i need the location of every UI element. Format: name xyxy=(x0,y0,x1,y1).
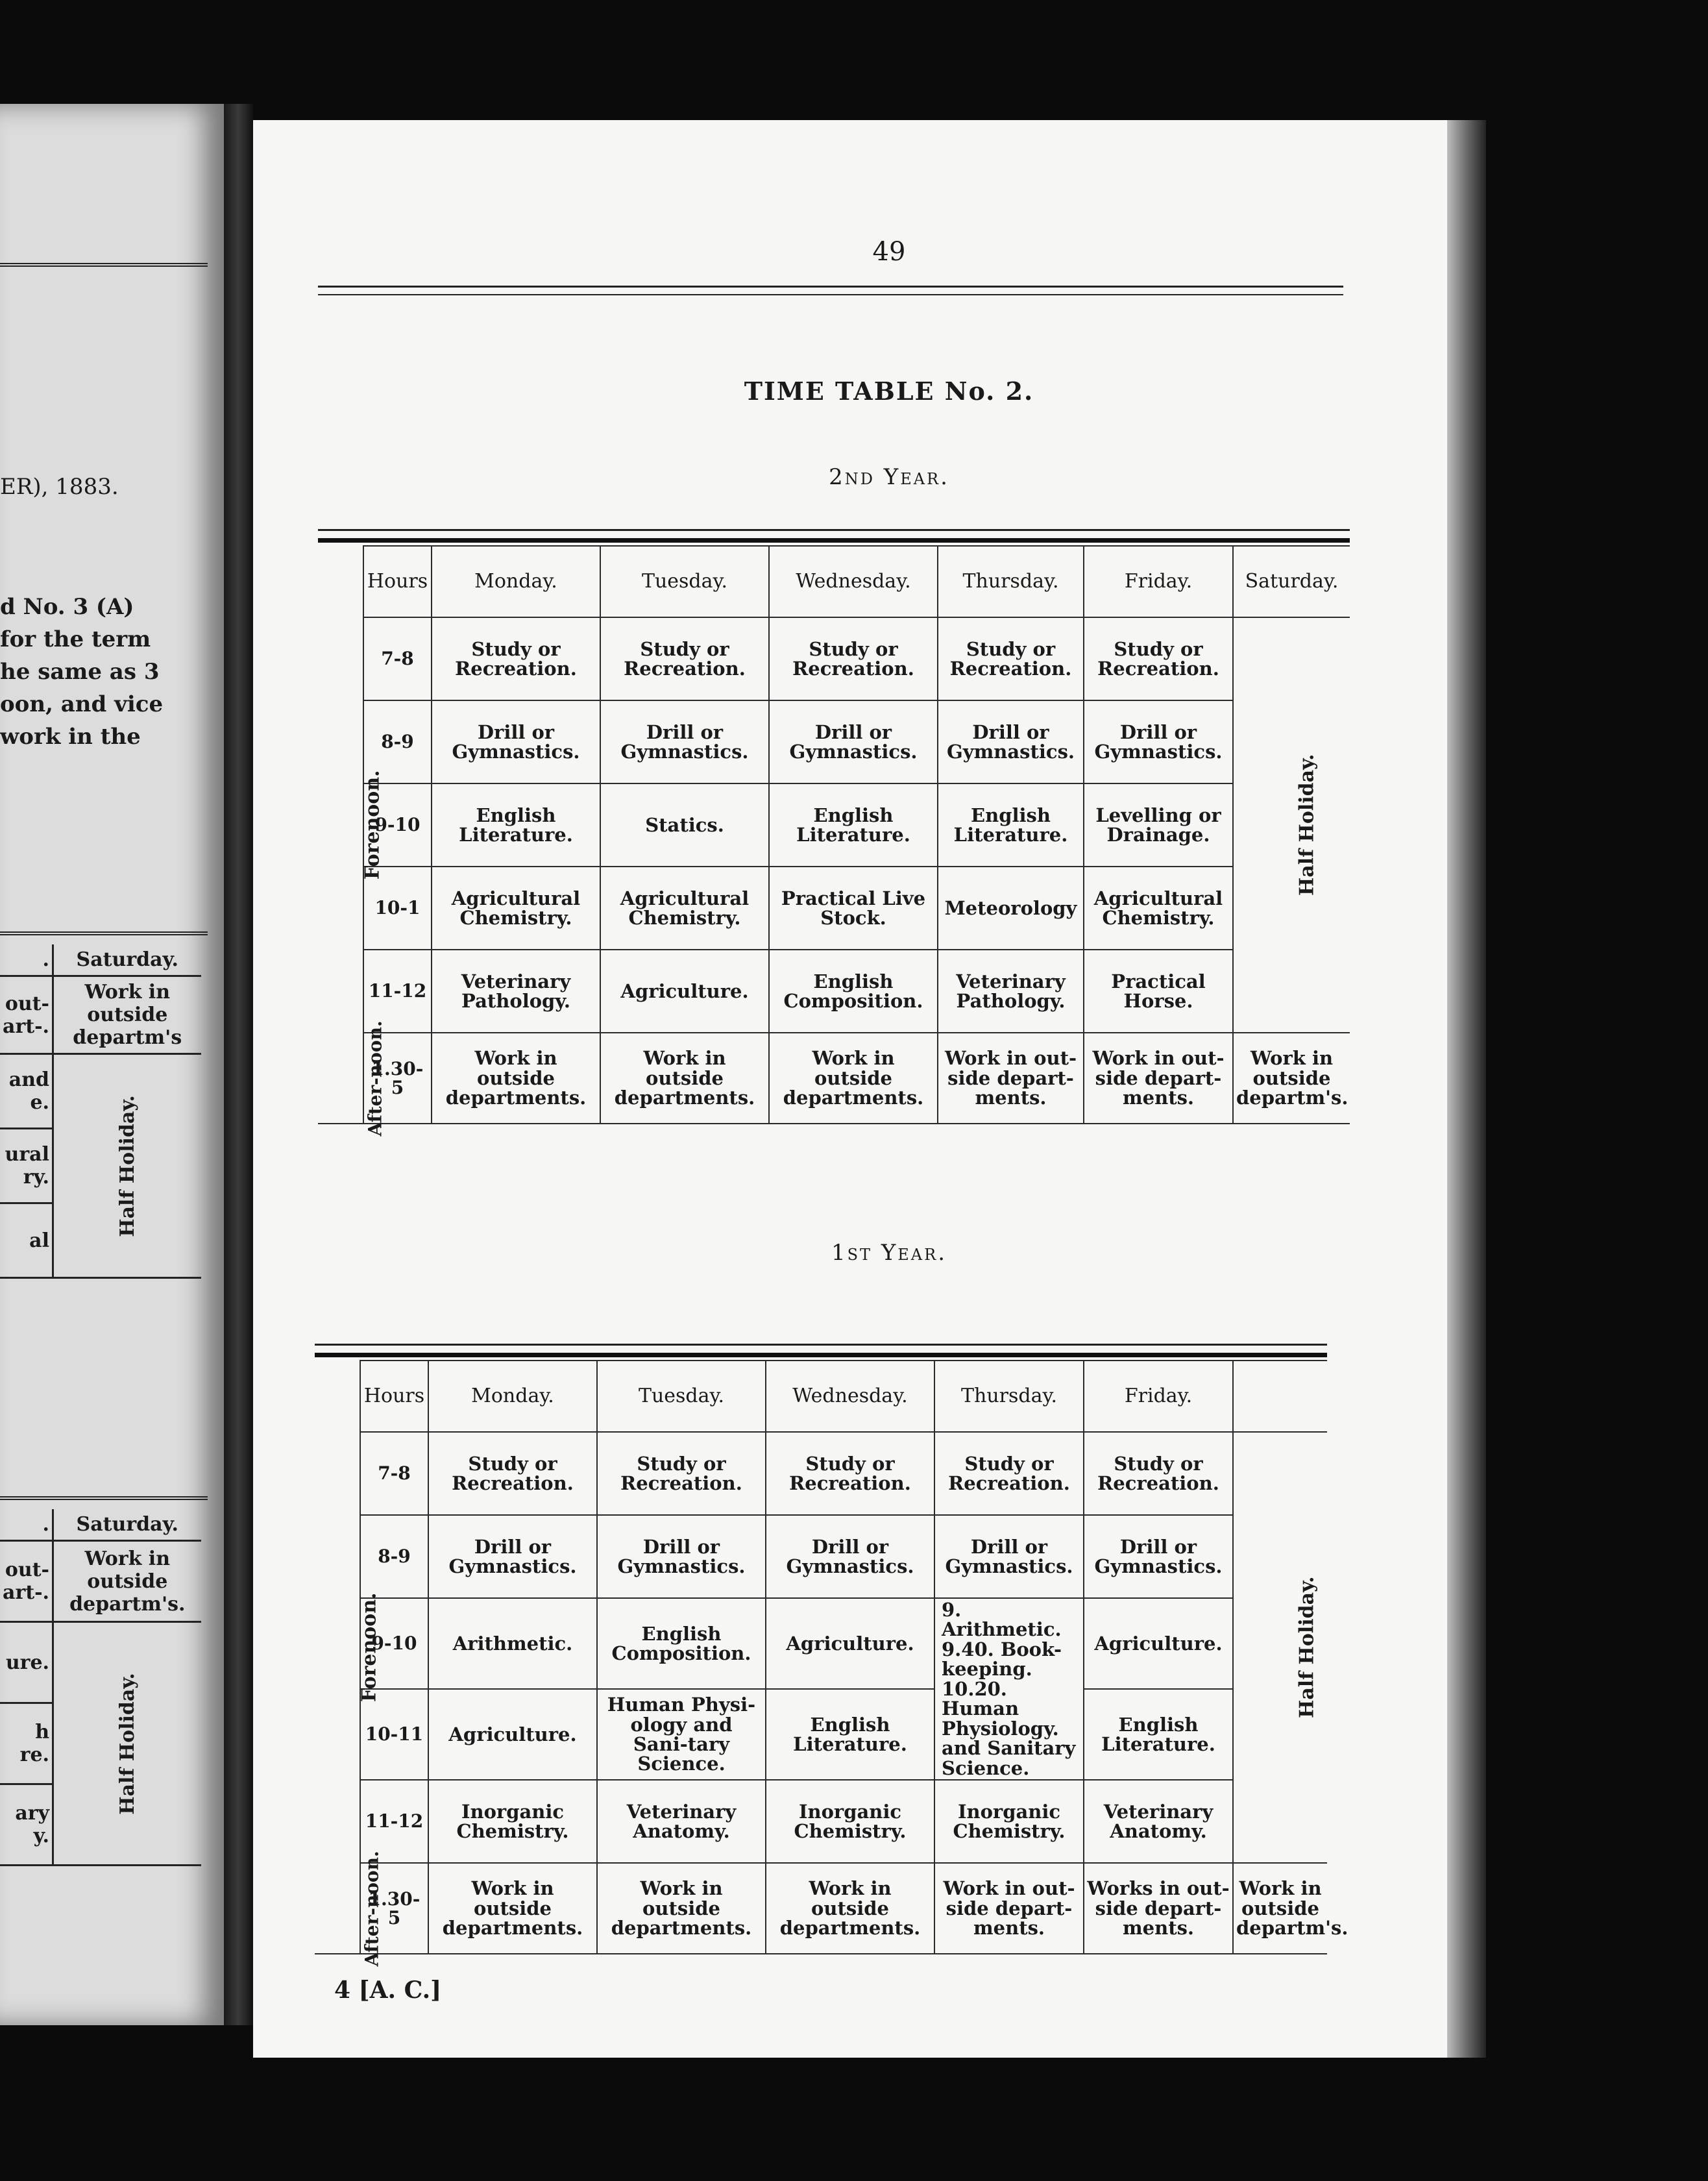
left-half-holiday-cell xyxy=(53,1054,201,1278)
afternoon-cell xyxy=(318,1020,386,1137)
header-tuesday: Tuesday. xyxy=(600,546,769,617)
left-table-cell: ural ry. xyxy=(0,1129,53,1203)
first-year-table xyxy=(315,1360,1348,1967)
lesson-cell: Study or Recreation. xyxy=(766,1432,934,1515)
left-page-year-fragment: ER), 1883. xyxy=(0,474,119,500)
left-table-1 xyxy=(0,944,201,1279)
signature-mark: 4 [A. C.] xyxy=(334,1977,442,2004)
left-table1-rule xyxy=(0,931,208,935)
header-hours: Hours xyxy=(360,1361,428,1432)
left-page-rule xyxy=(0,263,208,267)
lesson-cell: Work in outside departments. xyxy=(597,1863,766,1954)
lesson-cell: Study or Recreation. xyxy=(1084,1432,1233,1515)
forenoon-label: Forenoon. xyxy=(361,770,384,880)
table-top-rule xyxy=(318,529,1350,531)
header-friday: Friday. xyxy=(1084,546,1233,617)
hours-cell: 1.30-5 xyxy=(363,1033,432,1124)
left-table-cell: . xyxy=(0,1509,53,1541)
lesson-cell: Study or Recreation. xyxy=(428,1432,597,1515)
lesson-cell: Drill or Gymnastics. xyxy=(428,1515,597,1598)
page-title: TIME TABLE No. 2. xyxy=(744,376,1034,406)
hours-cell: 10-11 xyxy=(360,1689,428,1780)
header-rule xyxy=(318,286,1343,288)
left-half-holiday-label: Half Holiday. xyxy=(116,1672,139,1815)
header-tuesday: Tuesday. xyxy=(597,1361,766,1432)
left-table-cell: ure. xyxy=(0,1622,53,1703)
left-half-holiday-label: Half Holiday. xyxy=(116,1094,139,1237)
hours-cell: 9-10 xyxy=(360,1598,428,1689)
hours-cell: 11-12 xyxy=(363,950,432,1033)
hours-cell: 8-9 xyxy=(363,700,432,783)
left-page-text-line: he same as 3 xyxy=(0,659,160,685)
left-table-cell: and e. xyxy=(0,1054,53,1129)
side-spacer xyxy=(315,1361,360,1432)
lesson-cell: Work in outside departments. xyxy=(769,1033,938,1124)
forenoon-cell xyxy=(315,1432,381,1863)
left-table-cell: Work in outside departm's xyxy=(53,976,201,1054)
lesson-cell: Agriculture. xyxy=(1084,1598,1233,1689)
lesson-cell: Drill or Gymnastics. xyxy=(432,700,600,783)
lesson-cell: Veterinary Pathology. xyxy=(938,950,1084,1033)
left-page-text-line: d No. 3 (A) xyxy=(0,594,134,620)
lesson-cell: Drill or Gymnastics. xyxy=(769,700,938,783)
lesson-cell: Work in outside departm's. xyxy=(1233,1863,1327,1954)
left-table-cell: . xyxy=(0,944,53,976)
lesson-cell: Study or Recreation. xyxy=(934,1432,1084,1515)
lesson-cell: Drill or Gymnastics. xyxy=(1084,1515,1233,1598)
lesson-cell: Practical Live Stock. xyxy=(769,867,938,950)
lesson-cell: Work in outside departm's. xyxy=(1233,1033,1350,1124)
lesson-cell: Inorganic Chemistry. xyxy=(766,1780,934,1863)
lesson-cell: Agriculture. xyxy=(428,1689,597,1780)
half-holiday-label: Half Holiday. xyxy=(1295,754,1319,896)
left-table2-rule xyxy=(0,1496,208,1500)
hours-cell: 7-8 xyxy=(360,1432,428,1515)
lesson-cell: Drill or Gymnastics. xyxy=(766,1515,934,1598)
lesson-cell: English Literature. xyxy=(432,783,600,867)
lesson-cell: Works in out-side depart-ments. xyxy=(1084,1863,1233,1954)
lesson-cell: Study or Recreation. xyxy=(769,617,938,700)
left-table-cell: ary y. xyxy=(0,1784,53,1866)
header-friday: Friday. xyxy=(1084,1361,1233,1432)
header-wednesday: Wednesday. xyxy=(769,546,938,617)
header-saturday: Saturday. xyxy=(1233,546,1350,617)
lesson-cell: Practical Horse. xyxy=(1084,950,1233,1033)
lesson-cell: Agricultural Chemistry. xyxy=(1084,867,1233,950)
table-top-rule xyxy=(315,1344,1327,1346)
lesson-cell: English Composition. xyxy=(769,950,938,1033)
hours-cell: 9-10 xyxy=(363,783,432,867)
lesson-cell: Work in outside departments. xyxy=(766,1863,934,1954)
second-year-label: 2nd Year. xyxy=(829,464,949,490)
left-table-cell: Saturday. xyxy=(53,944,201,976)
left-page-text-line: work in the xyxy=(0,724,141,750)
lesson-cell: Veterinary Pathology. xyxy=(432,950,600,1033)
half-holiday-cell xyxy=(1233,617,1350,1033)
lesson-cell: Human Physi-ology and Sani-tary Science. xyxy=(597,1689,766,1780)
hours-cell: 1.30-5 xyxy=(360,1863,428,1954)
half-holiday-cell xyxy=(1233,1432,1327,1863)
lesson-cell: Statics. xyxy=(600,783,769,867)
header-wednesday: Wednesday. xyxy=(766,1361,934,1432)
lesson-cell: Arithmetic. xyxy=(428,1598,597,1689)
afternoon-label: After-noon. xyxy=(364,1020,386,1137)
left-page-text-line: for the term xyxy=(0,626,151,652)
side-spacer xyxy=(318,546,363,617)
table-top-rule xyxy=(315,1353,1327,1357)
left-table-cell: h re. xyxy=(0,1703,53,1784)
header-monday: Monday. xyxy=(432,546,600,617)
lesson-cell: Veterinary Anatomy. xyxy=(597,1780,766,1863)
lesson-cell: Veterinary Anatomy. xyxy=(1084,1780,1233,1863)
lesson-cell: Agriculture. xyxy=(766,1598,934,1689)
lesson-cell: Drill or Gymnastics. xyxy=(597,1515,766,1598)
header-saturday xyxy=(1233,1361,1327,1432)
lesson-cell: Work in out-side depart-ments. xyxy=(934,1863,1084,1954)
lesson-cell: English Literature. xyxy=(766,1689,934,1780)
header-monday: Monday. xyxy=(428,1361,597,1432)
book-gutter xyxy=(224,104,253,2025)
lesson-cell: Work in out-side depart-ments. xyxy=(1084,1033,1233,1124)
table-top-rule xyxy=(318,538,1350,543)
left-table-cell: out-art-. xyxy=(0,1541,53,1622)
header-rule xyxy=(318,294,1343,295)
lesson-cell: English Composition. xyxy=(597,1598,766,1689)
lesson-cell: English Literature. xyxy=(938,783,1084,867)
lesson-cell: Study or Recreation. xyxy=(432,617,600,700)
lesson-cell: Study or Recreation. xyxy=(600,617,769,700)
lesson-cell: Inorganic Chemistry. xyxy=(428,1780,597,1863)
main-page xyxy=(253,120,1447,2058)
half-holiday-label: Half Holiday. xyxy=(1295,1576,1319,1719)
forenoon-cell xyxy=(318,617,384,1033)
left-table-cell: al xyxy=(0,1203,53,1278)
lesson-cell: Inorganic Chemistry. xyxy=(934,1780,1084,1863)
lesson-cell: Study or Recreation. xyxy=(1084,617,1233,700)
lesson-cell: Levelling or Drainage. xyxy=(1084,783,1233,867)
lesson-cell: English Literature. xyxy=(769,783,938,867)
forenoon-label: Forenoon. xyxy=(358,1592,381,1703)
lesson-cell: Study or Recreation. xyxy=(597,1432,766,1515)
header-thursday: Thursday. xyxy=(934,1361,1084,1432)
afternoon-cell xyxy=(315,1850,383,1967)
second-year-table xyxy=(318,545,1350,1137)
left-table-cell: Work in outside departm's. xyxy=(53,1541,201,1622)
lesson-cell: Drill or Gymnastics. xyxy=(938,700,1084,783)
hours-cell: 8-9 xyxy=(360,1515,428,1598)
left-page-text-line: oon, and vice xyxy=(0,691,164,717)
lesson-cell: 9. Arithmetic. 9.40. Book-keeping. 10.20. Human Physiology. and Sanitary Science. xyxy=(934,1598,1084,1780)
lesson-cell: English Literature. xyxy=(1084,1689,1233,1780)
lesson-cell: Work in out-side depart-ments. xyxy=(938,1033,1084,1124)
lesson-cell: Agricultural Chemistry. xyxy=(432,867,600,950)
lesson-cell: Work in outside departments. xyxy=(600,1033,769,1124)
left-page-fragment xyxy=(0,104,224,2025)
lesson-cell: Meteorology xyxy=(938,867,1084,950)
left-table-cell: Saturday. xyxy=(53,1509,201,1541)
left-table-2 xyxy=(0,1509,201,1866)
lesson-cell: Work in outside departments. xyxy=(432,1033,600,1124)
hours-cell: 7-8 xyxy=(363,617,432,700)
lesson-cell: Work in outside departments. xyxy=(428,1863,597,1954)
lesson-cell: Agriculture. xyxy=(600,950,769,1033)
first-year-label: 1st Year. xyxy=(831,1240,947,1266)
left-table-cell: out-art-. xyxy=(0,976,53,1054)
hours-cell: 10-1 xyxy=(363,867,432,950)
header-hours: Hours xyxy=(363,546,432,617)
header-thursday: Thursday. xyxy=(938,546,1084,617)
lesson-cell: Drill or Gymnastics. xyxy=(600,700,769,783)
page-number: 49 xyxy=(872,237,906,267)
lesson-cell: Drill or Gymnastics. xyxy=(1084,700,1233,783)
lesson-cell: Study or Recreation. xyxy=(938,617,1084,700)
lesson-cell: Agricultural Chemistry. xyxy=(600,867,769,950)
page-edge xyxy=(1447,120,1486,2058)
left-half-holiday-cell xyxy=(53,1622,201,1866)
afternoon-label: After-noon. xyxy=(361,1850,383,1967)
lesson-cell: Drill or Gymnastics. xyxy=(934,1515,1084,1598)
hours-cell: 11-12 xyxy=(360,1780,428,1863)
